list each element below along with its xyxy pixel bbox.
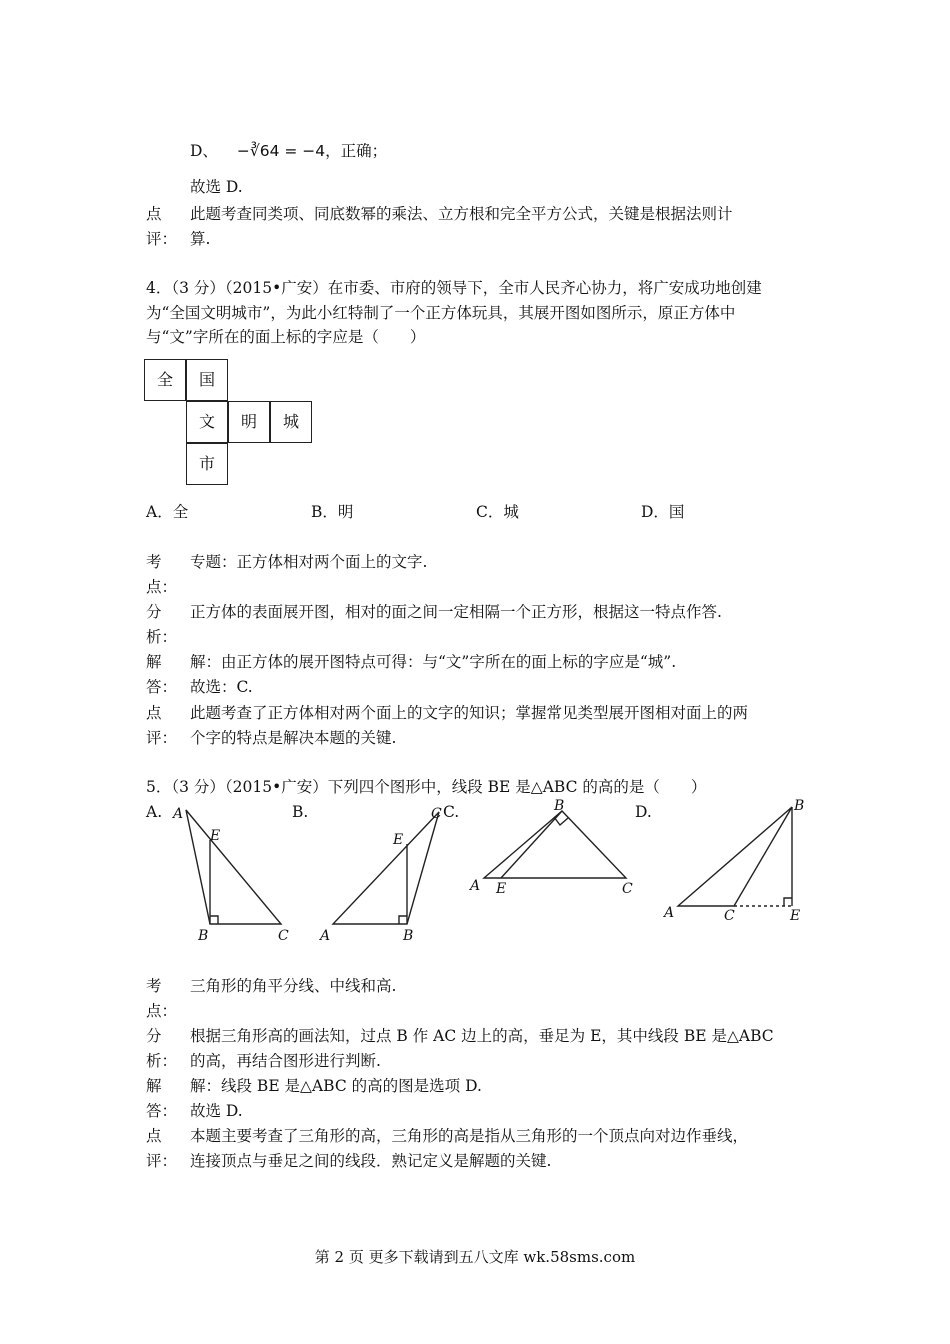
- fig-d-label-b: B: [794, 798, 805, 814]
- q4-jieda-line1: 解：由正方体的展开图特点可得：与“文”字所在的面上标的字应是“城”.: [190, 653, 677, 671]
- fig-a-triangle-abc: [186, 810, 281, 924]
- q4-dianping-line2: 个字的特点是解决本题的关键.: [190, 729, 397, 747]
- q4-kaodian-label: 考点：: [146, 553, 178, 596]
- q5-kaodian: 三角形的角平分线、中线和高.: [190, 977, 397, 995]
- fig-d-triangle-abc: [678, 807, 792, 906]
- q5-option-d-label: D.: [635, 803, 652, 821]
- fig-c-label-e: E: [496, 881, 507, 897]
- q4-dianping-line1: 此题考查了正方体相对两个面上的文字的知识；掌握常见类型展开图相对面上的两: [190, 704, 749, 722]
- fig-b-label-b: B: [403, 928, 414, 944]
- fig-a-right-angle-mark: [210, 916, 218, 924]
- q5-dianping-label: 点评：: [146, 1127, 178, 1170]
- q4-option-c: C．城: [476, 503, 519, 521]
- fig-a-label-b: B: [198, 928, 209, 944]
- option-d-prefix: D、: [190, 142, 218, 160]
- triangle-figure-c: [466, 795, 646, 900]
- q5-stem: 5．（3 分）（2015•广安）下列四个图形中，线段 BE 是△ABC 的高的是（ ）: [146, 778, 707, 796]
- fig-c-label-b: B: [554, 798, 565, 814]
- triangle-figure-d: [660, 795, 820, 930]
- q5-option-c-label: C.: [443, 803, 460, 821]
- q5-fenxi-line2: 的高，再结合图形进行判断.: [190, 1052, 381, 1070]
- q3-comment-line1: 此题考查同类项、同底数幂的乘法、立方根和完全平方公式，关键是根据法则计: [190, 205, 733, 223]
- net-cell-cheng: 城: [270, 401, 312, 443]
- fig-a-label-a: A: [173, 806, 184, 822]
- q4-fenxi: 正方体的表面展开图，相对的面之间一定相隔一个正方形，根据这一特点作答.: [190, 603, 722, 621]
- fig-c-label-c: C: [622, 881, 633, 897]
- q5-kaodian-label: 考点：: [146, 977, 178, 1020]
- q3-conclusion: 故选 D.: [190, 178, 243, 196]
- q5-option-a-label: A.: [146, 803, 163, 821]
- q5-jieda-line2: 故选 D.: [190, 1102, 243, 1120]
- q4-jieda-label: 解答：: [146, 653, 178, 696]
- q5-jieda-label: 解答：: [146, 1077, 178, 1120]
- q4-kaodian: 专题：正方体相对两个面上的文字.: [190, 553, 428, 571]
- fig-b-triangle-abc: [333, 812, 439, 924]
- q5-dianping-line2: 连接顶点与垂足之间的线段．熟记定义是解题的关键.: [190, 1152, 552, 1170]
- fig-d-label-c: C: [724, 908, 735, 924]
- cube-net-figure: [144, 359, 316, 489]
- cube-root-expression: −∛64 = −4: [236, 142, 326, 160]
- triangle-figure-b: [315, 800, 455, 945]
- q5-option-b-label: B.: [292, 803, 309, 821]
- option-d-line: [190, 141, 387, 161]
- fig-a-label-e: E: [210, 828, 221, 844]
- net-cell-quan: 全: [144, 359, 186, 401]
- fig-a-label-c: C: [278, 928, 289, 944]
- net-cell-guo: 国: [186, 359, 228, 401]
- fig-d-label-a: A: [664, 905, 675, 921]
- q4-jieda-line2: 故选：C.: [190, 678, 253, 696]
- triangle-figure-a: [168, 800, 298, 945]
- q5-fenxi-line1: 根据三角形高的画法知，过点 B 作 AC 边上的高，垂足为 E，其中线段 BE 是△ABC: [190, 1027, 774, 1045]
- q4-option-a: A．全: [146, 503, 189, 521]
- fig-b-label-c: C: [431, 806, 442, 822]
- net-cell-ming: 明: [228, 401, 270, 443]
- q4-stem-line3: 与“文”字所在的面上标的字应是（ ）: [146, 328, 426, 346]
- q3-comment-label: 点评：: [146, 205, 178, 248]
- fig-c-segment-be: [501, 811, 562, 878]
- fig-d-right-angle-mark: [784, 898, 792, 906]
- q4-fenxi-label: 分析：: [146, 603, 178, 646]
- net-cell-wen: 文: [186, 401, 228, 443]
- fig-b-label-a: A: [320, 928, 331, 944]
- q4-dianping-label: 点评：: [146, 704, 178, 747]
- q4-option-b: B．明: [311, 503, 354, 521]
- q3-comment-line2: 算.: [190, 230, 211, 248]
- fig-d-label-e: E: [790, 908, 801, 924]
- q4-option-d: D．国: [641, 503, 685, 521]
- net-cell-shi: 市: [186, 443, 228, 485]
- fig-c-label-a: A: [470, 878, 481, 894]
- fig-b-label-e: E: [393, 832, 404, 848]
- fig-c-triangle-abc: [484, 811, 626, 878]
- q4-stem-line2: 为“全国文明城市”，为此小红特制了一个正方体玩具，其展开图如图所示，原正方体中: [146, 304, 736, 322]
- page-footer: 第 2 页 更多下载请到五八文库 wk.58sms.com: [314, 1248, 636, 1266]
- q5-fenxi-label: 分析：: [146, 1027, 178, 1070]
- fig-b-right-angle-mark: [399, 916, 407, 924]
- q5-dianping-line1: 本题主要考查了三角形的高，三角形的高是指从三角形的一个顶点向对边作垂线，: [190, 1127, 749, 1145]
- q5-jieda-line1: 解：线段 BE 是△ABC 的高的图是选项 D.: [190, 1077, 482, 1095]
- q4-stem-line1: 4．（3 分）（2015•广安）在市委、市府的领导下，全市人民齐心协力，将广安成功地创建: [146, 279, 762, 297]
- option-d-suffix: ，正确；: [325, 142, 388, 160]
